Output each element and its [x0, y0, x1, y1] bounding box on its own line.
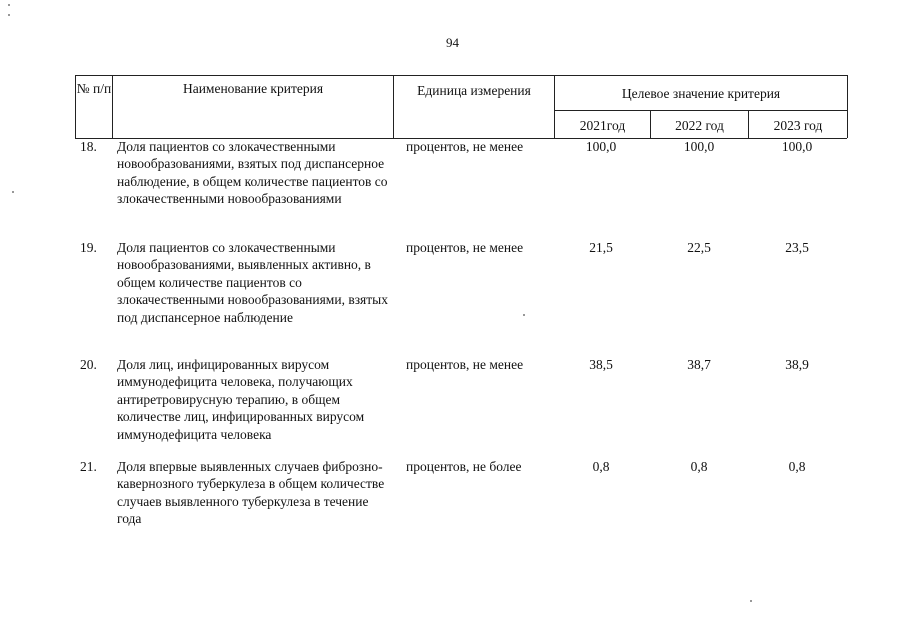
scan-speck: [523, 314, 525, 316]
value-2021: 100,0: [585, 139, 617, 154]
value-2023: 0,8: [788, 459, 806, 474]
scan-speck: [8, 4, 10, 6]
header-year-2022: 2022 год: [675, 118, 724, 133]
page-number: 94: [446, 35, 459, 50]
value-2023: 23,5: [785, 240, 809, 255]
unit-cell: процентов, не менее: [406, 139, 524, 154]
value-2022: 38,7: [687, 357, 711, 372]
scan-speck: [750, 600, 752, 602]
scan-speck: [12, 191, 14, 193]
criterion-name: Доля впервые выявленных случаев фиброзно-кавернозного туберкулеза в общем количестве случаев выявленного туберкулеза в течение года: [117, 459, 385, 527]
criterion-name: Доля лиц, инфицированных вирусом иммунодефицита человека, получающих антиретровирусную терапию, в общем количестве лиц, инфицированных вирусом иммунодефицита человека: [117, 357, 365, 442]
unit-cell: процентов, не менее: [406, 357, 524, 372]
value-2022: 0,8: [690, 459, 708, 474]
value-2021: 21,5: [589, 240, 613, 255]
header-unit: Единица измерения: [417, 83, 531, 98]
row-number: 18.: [80, 139, 97, 154]
header-number: № п/п: [76, 81, 112, 96]
row-number: 19.: [80, 240, 97, 255]
unit-cell: процентов, не менее: [406, 240, 524, 255]
value-2021: 38,5: [589, 357, 613, 372]
header-mid-border: [554, 110, 847, 111]
unit-cell: процентов, не более: [406, 459, 522, 474]
row-number: 21.: [80, 459, 97, 474]
header-criterion-name: Наименование критерия: [182, 81, 324, 96]
scan-speck: [8, 14, 10, 16]
value-2022: 22,5: [687, 240, 711, 255]
header-target-value: Целевое значение критерия: [621, 86, 781, 101]
value-2023: 100,0: [781, 139, 813, 154]
header-year-2021: 2021год: [579, 118, 626, 133]
criterion-name: Доля пациентов со злокачественными новообразованиями, выявленных активно, в общем количестве пациентов со злокачественными новообразованиями, взятых под диспансерное наблюдение: [117, 240, 388, 325]
value-2021: 0,8: [592, 459, 610, 474]
header-top-border: [75, 75, 847, 76]
header-divider: [847, 75, 848, 138]
criterion-name: Доля пациентов со злокачественными новообразованиями, взятых под диспансерное наблюдение, в общем количестве пациентов со злокачественными новообразованиями: [117, 139, 388, 207]
header-year-2023: 2023 год: [773, 118, 823, 133]
row-number: 20.: [80, 357, 97, 372]
value-2022: 100,0: [683, 139, 715, 154]
value-2023: 38,9: [785, 357, 809, 372]
